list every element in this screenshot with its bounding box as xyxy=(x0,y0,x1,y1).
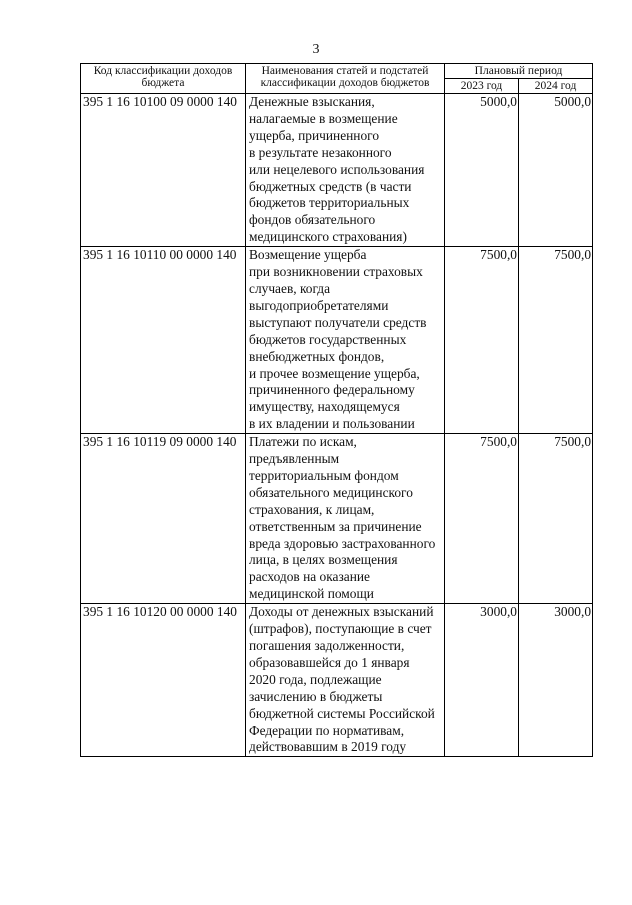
header-code: Код классификации доходов бюджета xyxy=(81,64,246,94)
classification-code: 395 1 16 10110 00 0000 140 xyxy=(81,247,246,434)
table-row xyxy=(81,247,593,434)
header-year-2024: 2024 год xyxy=(519,79,593,94)
item-name-line: 2020 года, подлежащие xyxy=(249,671,382,687)
amount-2023: 3000,0 xyxy=(445,604,519,757)
item-name-line: вреда здоровью застрахованного xyxy=(249,535,436,551)
item-name-line: лица, в целях возмещения xyxy=(249,552,398,568)
item-name-line: Доходы от денежных взысканий xyxy=(249,604,434,620)
item-name-line: Федерации по нормативам, xyxy=(249,722,405,738)
item-name-line: действовавшим в 2019 году xyxy=(249,739,407,755)
item-name-line: страхования, к лицам, xyxy=(249,501,375,517)
item-name xyxy=(246,94,445,247)
item-name-line: предъявленным xyxy=(249,451,340,467)
amount-2023: 7500,0 xyxy=(445,247,519,434)
item-name xyxy=(246,247,445,434)
item-name-line: внебюджетных фондов, xyxy=(249,348,385,364)
header-period: Плановый период xyxy=(445,64,593,79)
item-name-line: имуществу, находящемуся xyxy=(249,399,400,415)
item-name-line: или нецелевого использования xyxy=(249,161,425,177)
amount-2024: 5000,0 xyxy=(519,94,593,247)
header-row-1 xyxy=(81,64,593,79)
classification-code: 395 1 16 10119 09 0000 140 xyxy=(81,434,246,604)
item-name-line: при возникновении страховых xyxy=(249,264,423,280)
item-name-line: в результате незаконного xyxy=(249,144,392,160)
item-name-line: погашения задолженности, xyxy=(249,638,405,653)
item-name-line: фондов обязательного xyxy=(249,212,376,228)
revenue-table xyxy=(80,63,593,757)
item-name-line: Возмещение ущерба xyxy=(249,247,367,263)
table-body xyxy=(81,94,593,757)
table-row xyxy=(81,604,593,757)
amount-2023: 7500,0 xyxy=(445,434,519,604)
classification-code: 395 1 16 10100 09 0000 140 xyxy=(81,94,246,247)
item-name-line: в их владении и пользовании xyxy=(249,416,415,432)
item-name-line: расходов на оказание xyxy=(249,569,370,585)
item-name-line: ответственным за причинение xyxy=(249,518,422,534)
item-name-line: обязательного медицинского xyxy=(249,484,413,500)
item-name-line: бюджетных средств (в части xyxy=(249,178,412,194)
amount-2023: 5000,0 xyxy=(445,94,519,247)
item-name-line: медицинского страхования) xyxy=(249,229,407,245)
item-name-line: образовавшейся до 1 января xyxy=(249,654,410,670)
item-name-line: случаев, когда xyxy=(249,280,331,296)
item-name-line: зачислению в бюджеты xyxy=(249,688,383,704)
header-year-2023: 2023 год xyxy=(445,79,519,94)
item-name-line: налагаемые в возмещение xyxy=(249,110,398,126)
header-name: Наименования статей и подстатей классификации доходов бюджетов xyxy=(246,64,445,94)
table-row xyxy=(81,94,593,247)
item-name-line: (штрафов), поступающие в счет xyxy=(249,621,432,637)
item-name-line: Денежные взыскания, xyxy=(249,94,375,109)
item-name-line: выступают получатели средств xyxy=(249,314,427,330)
item-name-line: причиненного федеральному xyxy=(249,382,415,398)
item-name-line: бюджетов территориальных xyxy=(249,195,410,211)
amount-2024: 7500,0 xyxy=(519,247,593,434)
item-name-line: территориальным фондом xyxy=(249,467,399,483)
classification-code: 395 1 16 10120 00 0000 140 xyxy=(81,604,246,757)
item-name-line: бюджетов государственных xyxy=(249,331,407,347)
item-name xyxy=(246,604,445,757)
item-name-line: ущерба, причиненного xyxy=(249,127,380,143)
item-name-line: медицинской помощи xyxy=(249,586,374,602)
item-name-line: Платежи по искам, xyxy=(249,434,357,450)
item-name xyxy=(246,434,445,604)
table-row xyxy=(81,434,593,604)
item-name-line: и прочее возмещение ущерба, xyxy=(249,365,420,381)
amount-2024: 7500,0 xyxy=(519,434,593,604)
page-number: 3 xyxy=(312,42,320,57)
amount-2024: 3000,0 xyxy=(519,604,593,757)
item-name-line: выгодоприобретателями xyxy=(249,297,389,313)
item-name-line: бюджетной системы Российской xyxy=(249,705,435,721)
